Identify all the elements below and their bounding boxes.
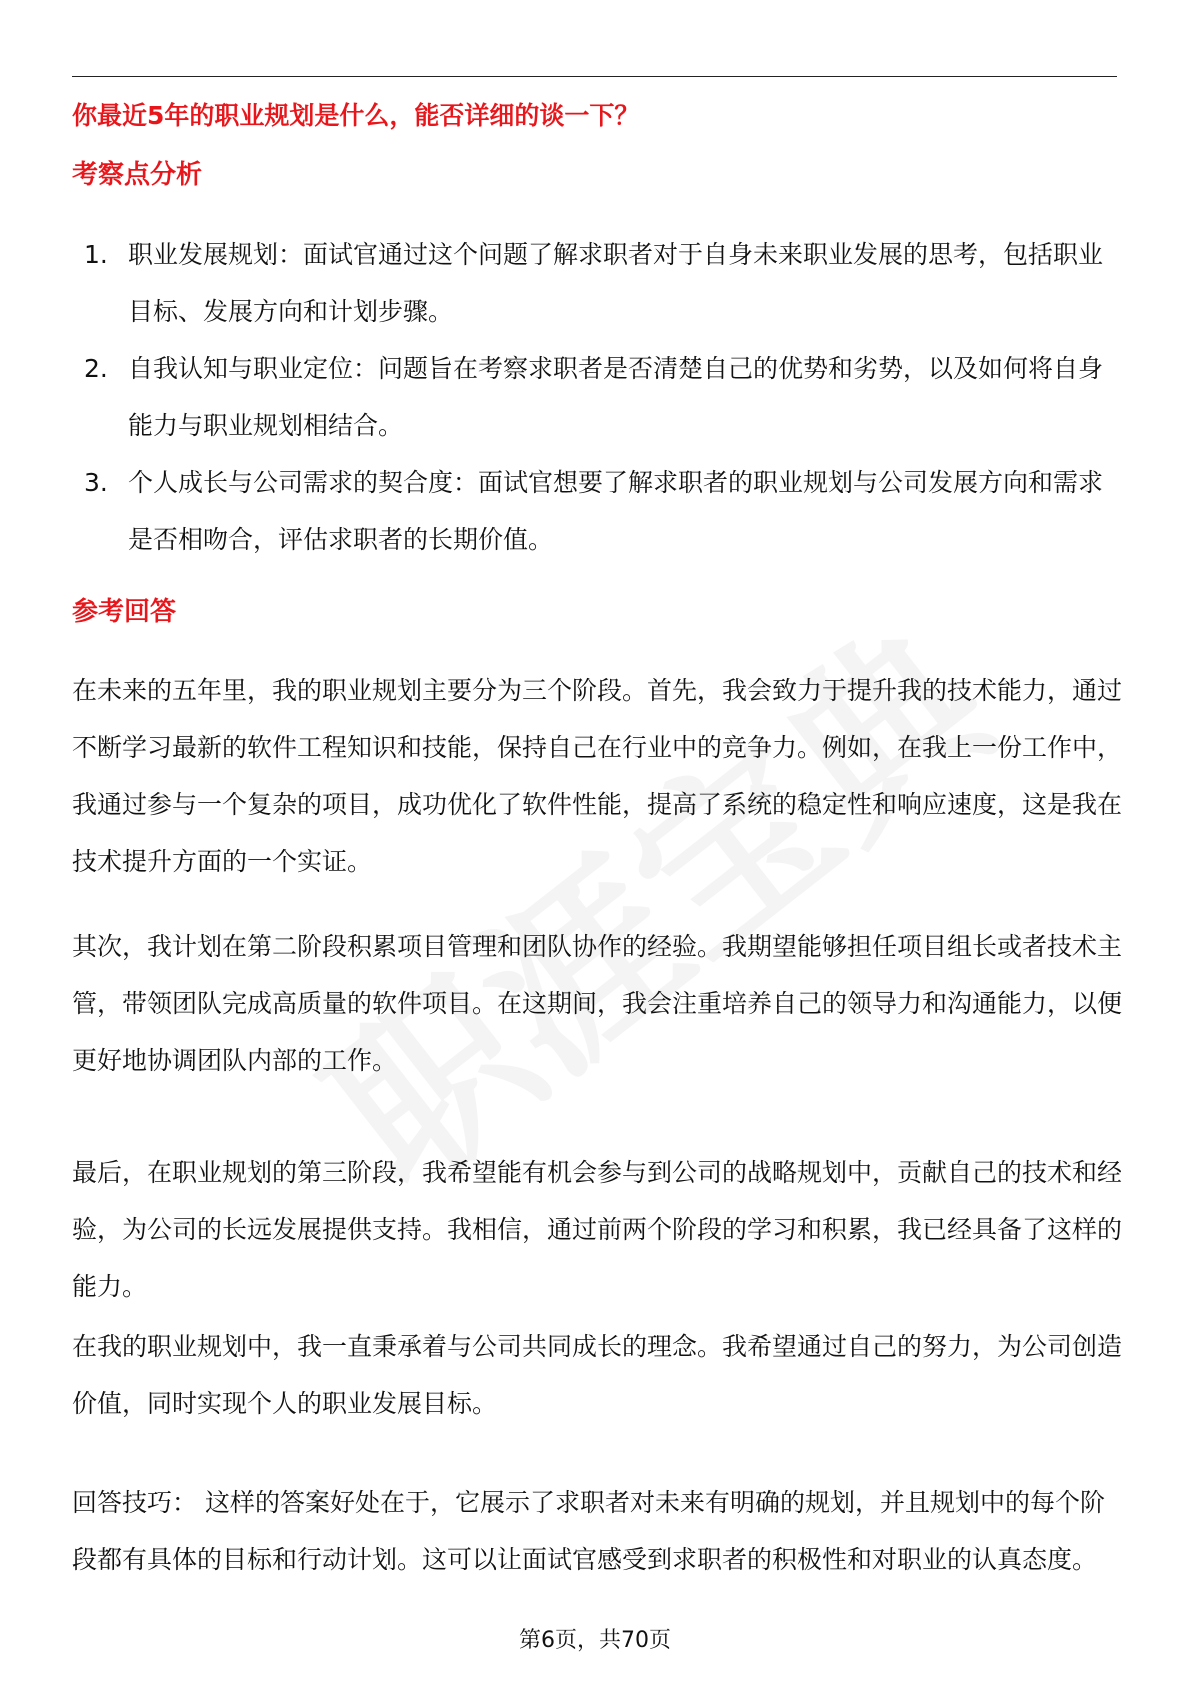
answer-paragraph: 在未来的五年里，我的职业规划主要分为三个阶段。首先，我会致力于提升我的技术能力，通过不断学习最新的软件工程知识和技能，保持自己在行业中的竞争力。例如，在我上一份工作中，我通过参与一个复杂的项目，成功优化了软件性能，提高了系统的稳定性和响应速度，这是我在技术提升方面的一个实证。 — [72, 676, 1123, 876]
point-number: 1. — [84, 240, 108, 269]
question-title: 你最近5年的职业规划是什么，能否详细的谈一下？ — [72, 101, 640, 130]
point-text: 自我认知与职业定位：问题旨在考察求职者是否清楚自己的优势和劣势，以及如何将自身能力与职业规划相结合。 — [128, 354, 1104, 440]
answer-heading: 参考回答 — [72, 597, 177, 627]
page-number-footer: 第6页，共70页 — [519, 1628, 671, 1653]
point-number: 2. — [84, 354, 108, 383]
point-text: 职业发展规划：面试官通过这个问题了解求职者对于自身未来职业发展的思考，包括职业目标、发展方向和计划步骤。 — [128, 240, 1104, 326]
top-divider — [72, 76, 1117, 77]
answer-paragraph: 在我的职业规划中，我一直秉承着与公司共同成长的理念。我希望通过自己的努力，为公司创造价值，同时实现个人的职业发展目标。 — [72, 1332, 1123, 1418]
answer-paragraph: 其次，我计划在第二阶段积累项目管理和团队协作的经验。我期望能够担任项目组长或者技术主管，带领团队完成高质量的软件项目。在这期间，我会注重培养自己的领导力和沟通能力，以便更好地协调团队内部的工作。 — [72, 932, 1123, 1075]
analysis-list — [84, 226, 1124, 568]
point-number: 3. — [84, 468, 108, 497]
answer-tip-paragraph: 回答技巧： 这样的答案好处在于，它展示了求职者对未来有明确的规划，并且规划中的每个阶段都有具体的目标和行动计划。这可以让面试官感受到求职者的积极性和对职业的认真态度。 — [72, 1488, 1105, 1574]
analysis-point — [84, 454, 1124, 568]
point-text: 个人成长与公司需求的契合度：面试官想要了解求职者的职业规划与公司发展方向和需求是否相吻合，评估求职者的长期价值。 — [128, 468, 1104, 554]
answer-paragraph: 最后，在职业规划的第三阶段，我希望能有机会参与到公司的战略规划中，贡献自己的技术和经验，为公司的长远发展提供支持。我相信，通过前两个阶段的学习和积累，我已经具备了这样的能力。 — [72, 1158, 1123, 1301]
analysis-heading: 考察点分析 — [72, 160, 203, 190]
analysis-point — [84, 340, 1124, 454]
analysis-point — [84, 226, 1124, 340]
